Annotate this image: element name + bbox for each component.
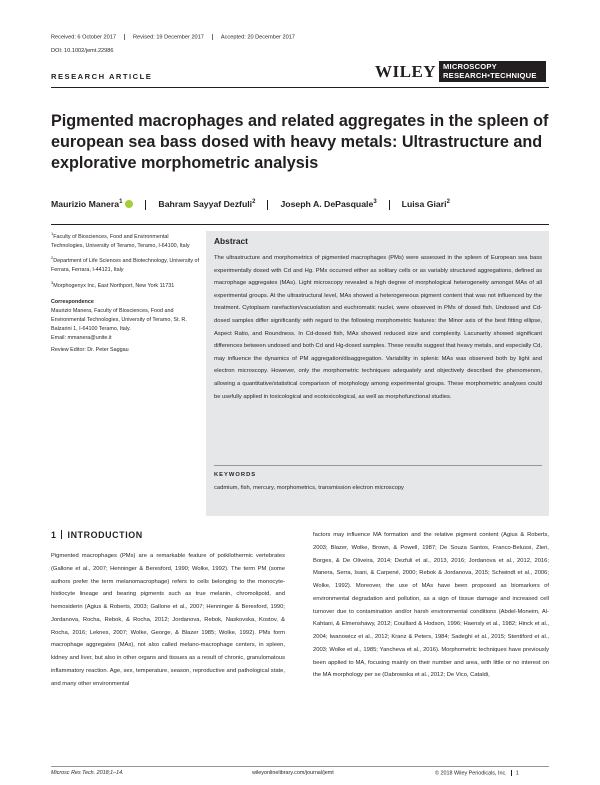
review-editor: Review Editor: Dr. Peter Saggau — [51, 347, 129, 354]
doi[interactable]: DOI: 10.1002/jemt.22986 — [51, 48, 114, 54]
abstract-text: The ultrastructure and morphometrics of pigmented macrophages (PMs) were assessed in the spleen of European sea bass experimentally dosed with Cd and Hg. PMs occurred either as solitary cells or as variably structured aggregations, defined as macrophage aggregates (MAs). Light microscopy revealed a high degree of morphological heterogeneity amongst MAs of all experimental groups. At the ultrastructural level, MAs showed a heterogeneous pigment content that was not influenced by the treatment. Cytoplasm rarefaction/vacuolation and euchromatic nuclei, were observed in PMs of dosed fish. Undosed and Cd-dosed samples differ significantly with regard to the following morphometric features: the Minor axis of the best fitting ellipse, Aspect Ratio, and Roundness. In Cd-dosed fish, MAs showed reduced size and complexity. Lacunarity showed significant differences between undosed and both Cd and Hg-dosed samples. These results suggest that heavy metals, and especially Cd, may influence the dynamics of PM aggregation/disaggregation. Variability in splenic MAs was observed both by light and electron microscopy. However, only the morphometric techniques adequately and objectively described the phenomenon, allowing a quantitative/statistical comparison of morphology among experimental groups. These morphometric analyses could be usefully applied in toxicological and ecotoxicological, as well as morphofunctional studies. — [214, 255, 542, 400]
keywords-text: cadmium, fish, mercury, morphometrics, transmission electron microscopy — [214, 485, 404, 491]
author-divider — [51, 224, 549, 225]
keywords-heading: KEYWORDS — [214, 472, 257, 478]
journal-name-line1: MICROSCOPY — [443, 62, 497, 71]
section-number: 1 — [51, 530, 57, 540]
publisher-logo: WILEY — [375, 62, 437, 81]
correspondence-label: Correspondence — [51, 299, 94, 306]
page-number: 1 — [515, 770, 519, 777]
section-title: INTRODUCTION — [67, 530, 143, 540]
orcid-icon[interactable] — [125, 200, 133, 208]
author[interactable]: Joseph A. DePasquale$^3$ — [280, 199, 377, 209]
article-type: RESEARCH ARTICLE — [51, 72, 153, 81]
footer-citation: Microsc Res Tech. 2018;1–14. — [51, 770, 124, 776]
correspondence-text: Maurizio Manera, Faculty of Biosciences, Food and Environmental Technologies, University of Teramo, St. R. Balzarini 1, I-64100 Teramo, Italy. — [51, 308, 187, 332]
author-list — [51, 199, 551, 210]
author[interactable]: Luisa Giari$^2$ — [401, 199, 450, 209]
article-dates — [51, 34, 295, 40]
footer-copyright: © 2018 Wiley Periodicals, Inc. 1 — [435, 770, 519, 777]
affiliations-sidebar — [51, 230, 201, 359]
correspondence-email[interactable]: Email: mmanera@unite.it — [51, 334, 112, 341]
revised-date: Revised: 19 December 2017 — [133, 34, 204, 41]
affiliation: $^2$Department of Life Sciences and Biotechnology, University of Ferrara, Ferrara, I-44121, Italy — [51, 255, 200, 273]
affiliation: $^1$Faculty of Biosciences, Food and Environmental Technologies, University of Teramo, Teramo, I-64100, Italy — [51, 231, 190, 249]
footer-journal-url[interactable]: wileyonlinelibrary.com/journal/jemt — [252, 770, 334, 776]
keywords-divider — [214, 465, 542, 466]
author[interactable]: Bahram Sayyaf Dezfuli$^2$ — [158, 199, 256, 209]
intro-left-column: Pigmented macrophages (PMs) are a remarkable feature of poikilothermic vertebrates (Gallone et al., 2007; Henninger & Beresford, 1990; Wolke, 1992). The term PM (some authors prefer the term melanomacrophage) refers to cells belonging to the monocyte-histiocyte lineage and bearing pigments such as true melanin, chromolipoid, and hemosiderin (Agius & Roberts, 2003; Gallone et al., 2007; Henninger & Beresford, 1990; Jordanova, Rocha, Rebok, & Rocha, 2012; Jordanova, Rebok, Naskovska, Kostov, & Rocha, 2016; Leknes, 2007; Wolke, George, & Blazer 1985; Wolke, 1992). PMs form macrophage aggregates (MAs), not also called melano-macrophage centers, in spleen, kidney and liver, but also in other organs and tissues as a result of chronic, granulomatous inflammatory reaction. Age, sex, temperature, season, reproductive and pathological state, and many other environmental — [51, 553, 285, 687]
section-heading — [51, 530, 143, 540]
footer-divider — [51, 766, 549, 767]
intro-right-column: factors may influence MA formation and the relative pigment content (Agius & Roberts, 2003; Blazer, Wolke, Brown, & Powell, 1987; De Souza Santos, Franco-Belussi, Zieri, Borges, & De Oliveira, 2014; Dezfuli et al., 2013, 2016; Jordanova et al., 2012, 2016; Manera, Serra, Isani, & Carpené, 2000; Rebok & Jordanova, 2015; Schwindt et al., 2006; Wolke, 1992). Moreover, the use of MAs have been proposed as biomarkers of environmental degradation and pollution, as a sign of tissue damage and increased cell turnover due to contamination and/or harsh environmental conditions (Abdel-Moneim, Al-Kahtani, & Elmenshawy, 2012; Couillard & Hodson, 1996; Haensly et al., 1982; Hinck et al., 2004; Iwanowicz et al., 2012; Kranz & Peters, 1984; Sadeghi et al., 2015; Stentiford et al., 2003; Wolke et al., 1985; Yancheva et al., 2016). Morphometric techniques have previously been applied to MA, focusing mainly on their number and area, with little or no interest on the MA morphology per se (Dabrowska et al., 2012; De Vico, Cataldi, — [313, 532, 549, 679]
accepted-date: Accepted: 20 December 2017 — [220, 34, 295, 41]
article-title: Pigmented macrophages and related aggregates in the spleen of european sea bass dosed with heavy metals: Ultrastructure and explorative morphometric analysis — [51, 112, 549, 172]
author[interactable]: Maurizio Manera$^1$ — [51, 199, 123, 209]
journal-name-line2: RESEARCH•TECHNIQUE — [443, 71, 537, 80]
journal-logo — [439, 61, 546, 82]
abstract-heading: Abstract — [214, 236, 248, 246]
affiliation: $^3$Morphogenyx Inc, East Northport, New York 11731 — [51, 279, 175, 289]
received-date: Received: 6 October 2017 — [51, 34, 116, 41]
header-divider — [51, 87, 549, 88]
